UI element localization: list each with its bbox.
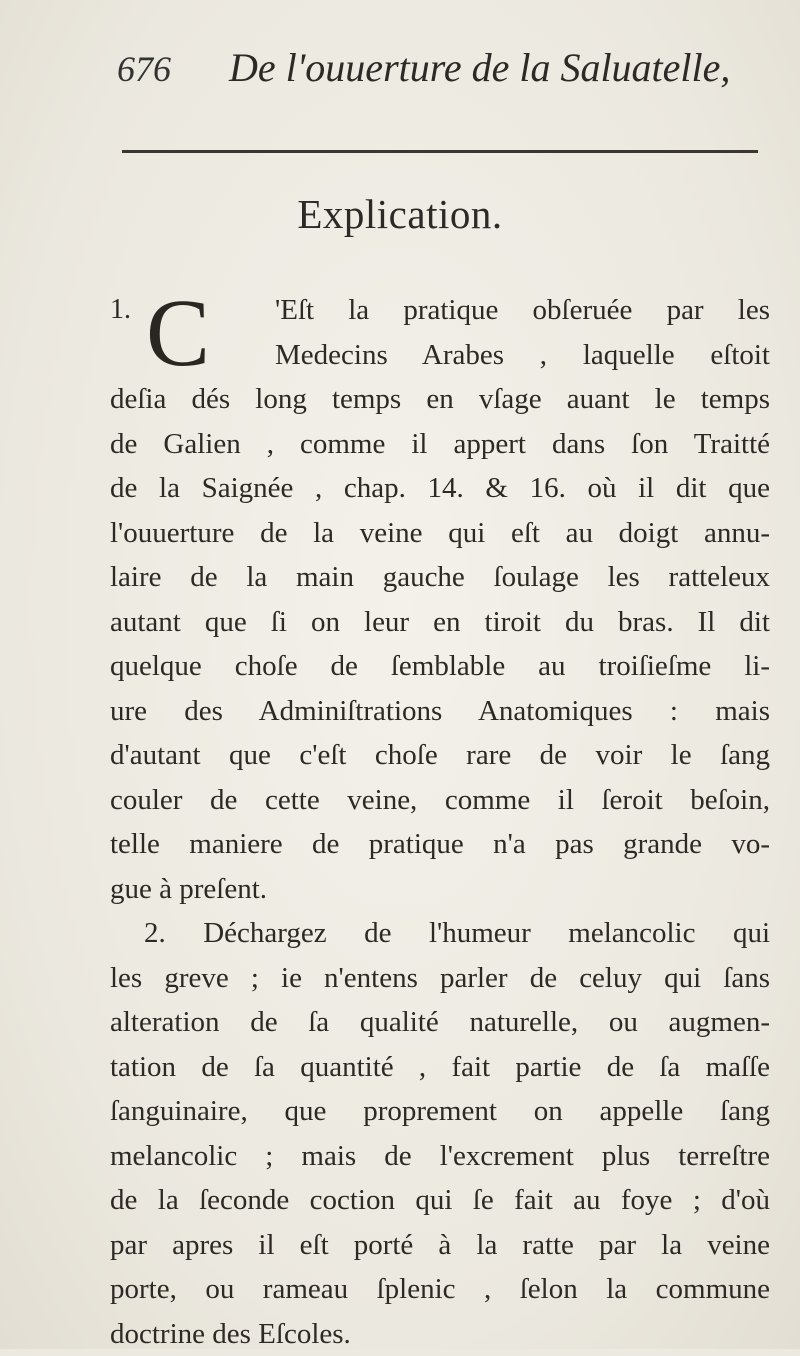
text-line: de la Saignée , chap. 14. & 16. où il dit que [110,466,770,511]
text-line: les greve ; ie n'entens parler de celuy qui ſans [110,956,770,1001]
text-line: de Galien , comme il appert dans ſon Traitté [110,422,770,467]
text-line: telle maniere de pratique n'a pas grande vo- [110,822,770,867]
text-line: porte, ou rameau ſplenic , ſelon la commune [110,1267,770,1312]
text-line: par apres il eſt porté à la ratte par la veine [110,1223,770,1268]
paragraph-2-first-line: 2. Déchargez de l'humeur melancolic qui [110,911,770,956]
drop-cap: C [146,292,210,374]
text-line: de la ſeconde coction qui ſe fait au foye ; d'où [110,1178,770,1223]
text-line: l'ouuerture de la veine qui eſt au doigt annu- [110,511,770,556]
text-line: ure des Adminiſtrations Anatomiques : mais [110,689,770,734]
text-line: tation de ſa quantité , fait partie de ſa maſſe [110,1045,770,1090]
text-line: doctrine des Eſcoles. [110,1312,770,1356]
text-line: ſanguinaire, que proprement on appelle ſang [110,1089,770,1134]
body-text [110,288,770,1356]
text-line: quelque choſe de ſemblable au troiſieſme li- [110,644,770,689]
paragraph-1-opening [110,288,770,377]
text-line: autant que ſi on leur en tiroit du bras. Il dit [110,600,770,645]
text-line: couler de cette veine, comme il ſeroit beſoin, [110,778,770,823]
text-line: Medecins Arabes , laquelle eſtoit [275,333,770,378]
text-line: alteration de ſa qualité naturelle, ou augmen- [110,1000,770,1045]
paragraph-number: 2. [144,917,166,949]
header-rule [122,150,758,153]
section-heading: Explication. [0,190,800,238]
text-line: deſia dés long temps en vſage auant le temps [110,377,770,422]
text-line: 'Eſt la pratique obſeruée par les [275,288,770,333]
running-head [117,44,757,104]
running-title: De l'ouuerture de la Saluatelle, [229,44,730,91]
paragraph-number: 1. [110,288,131,333]
text-line: melancolic ; mais de l'excrement plus terreſtre [110,1134,770,1179]
page-number: 676 [117,48,171,90]
text-line: d'autant que c'eſt choſe rare de voir le ſang [110,733,770,778]
text-line: gue à preſent. [110,867,770,912]
text-line: laire de la main gauche ſoulage les ratteleux [110,555,770,600]
